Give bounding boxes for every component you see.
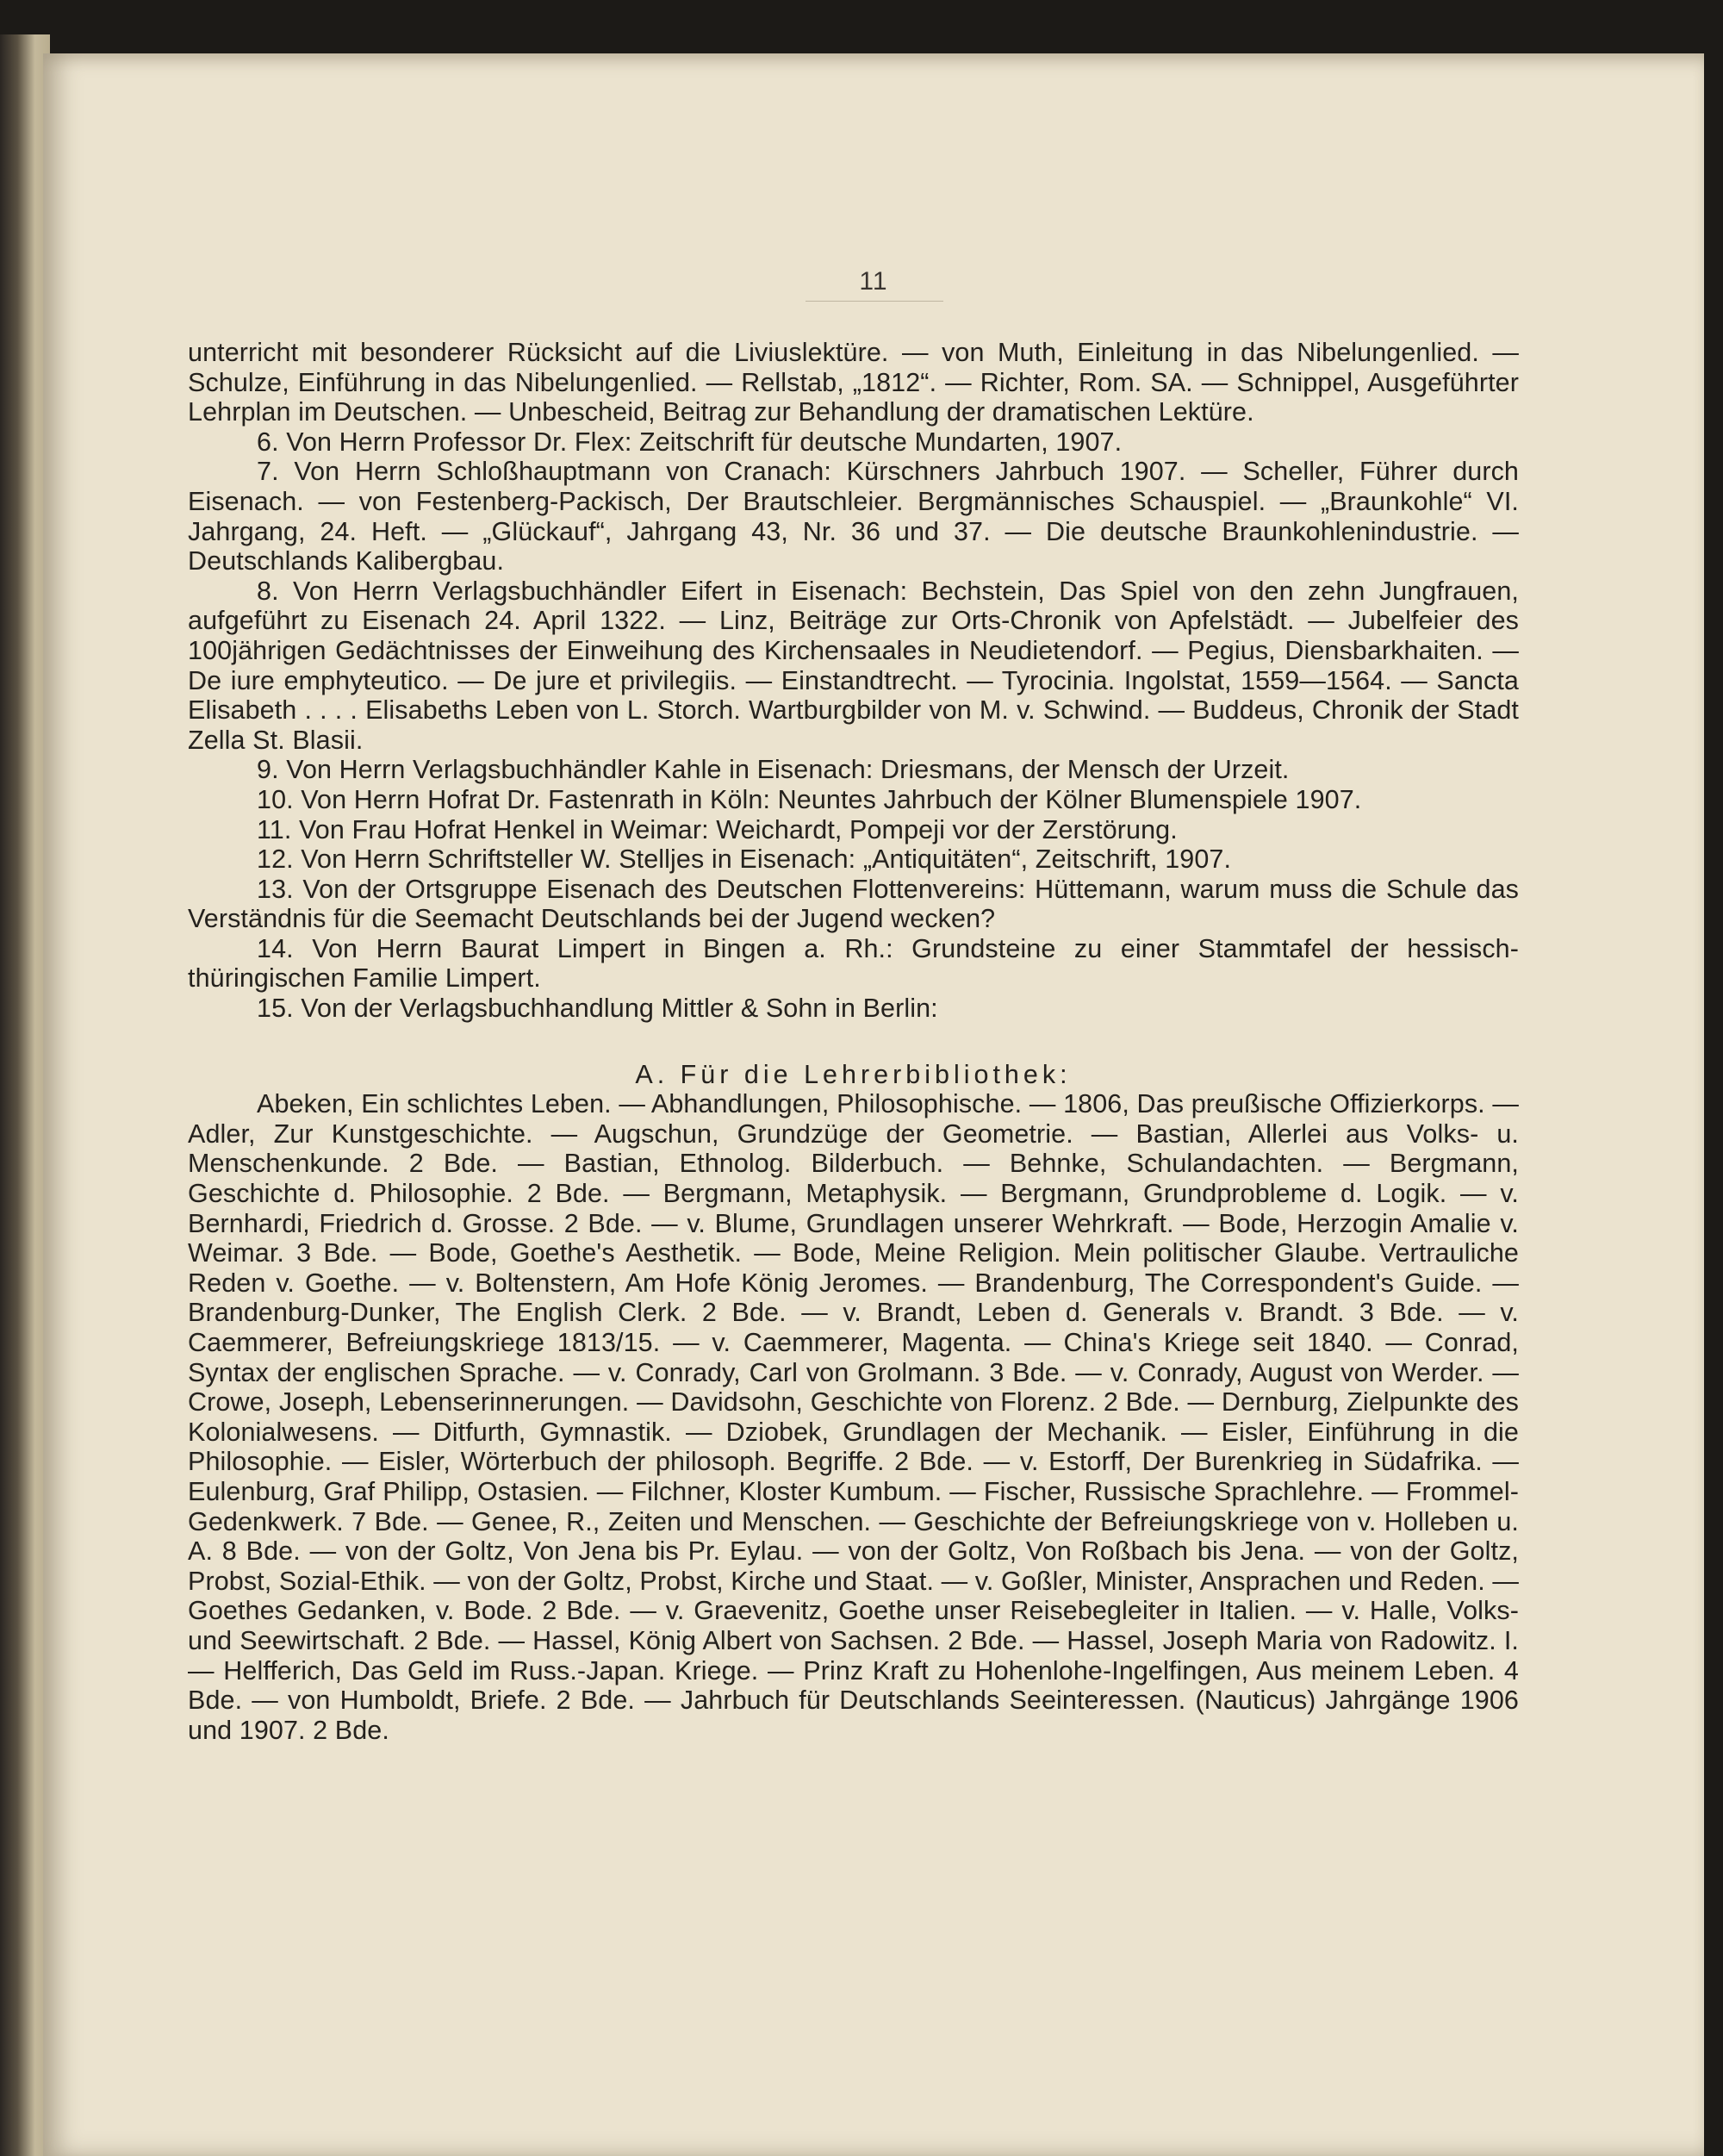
entry-8: 8. Von Herrn Verlagsbuchhändler Eifert in Eisenach: Bechstein, Das Spiel von den zehn Jungfrauen, aufgeführt zu Eisenach 24. April 1322. — Linz, Beiträge zur Orts-Chronik von Apfelstädt. — Jubelfeier des 100jährigen Gedächtnisses der Einweihung des Kirchensaales in Neudietendorf. — Pegius, Diensbarkhaiten. — De iure emphyteutico. — De jure et privilegiis. — Einstandtrecht. — Tyrocinia. Ingolstat, 1559—1564. — Sancta Elisabeth . . . . Elisabeths Leben von L. Storch. Wartburgbilder von M. v. Schwind. — Buddeus, Chronik der Stadt Zella St. Blasii. xyxy=(188,576,1519,755)
section-paragraph: Abeken, Ein schlichtes Leben. — Abhandlungen, Philosophische. — 1806, Das preußische Offizierkorps. — Adler, Zur Kunstgeschichte. — Augschun, Grundzüge der Geometrie. — Bastian, Allerlei aus Volks- u. Menschenkunde. 2 Bde. — Bastian, Ethnolog. Bilderbuch. — Behnke, Schulandachten. — Bergmann, Geschichte d. Philosophie. 2 Bde. — Bergmann, Metaphysik. — Bergmann, Grundprobleme d. Logik. — v. Bernhardi, Friedrich d. Grosse. 2 Bde. — v. Blume, Grundlagen unserer Wehrkraft. — Bode, Herzogin Amalie v. Weimar. 3 Bde. — Bode, Goethe's Aesthetik. — Bode, Meine Religion. Mein politischer Glaube. Vertrauliche Reden v. Goethe. — v. Boltenstern, Am Hofe König Jeromes. — Brandenburg, The Correspondent's Guide. — Brandenburg-Dunker, The English Clerk. 2 Bde. — v. Brandt, Leben d. Generals v. Brandt. 3 Bde. — v. Caemmerer, Befreiungskriege 1813/15. — v. Caemmerer, Magenta. — China's Kriege seit 1840. — Conrad, Syntax der englischen Sprache. — v. Conrady, Carl von Grolmann. 3 Bde. — v. Conrady, August von Werder. — Crowe, Joseph, Lebenserinnerungen. — Davidsohn, Geschichte von Florenz. 2 Bde. — Dernburg, Zielpunkte des Kolonialwesens. — Ditfurth, Gymnastik. — Dziobek, Grundlagen der Mechanik. — Eisler, Einführung in die Philosophie. — Eisler, Wörterbuch der philosoph. Begriffe. 2 Bde. — v. Estorff, Der Burenkrieg in Südafrika. — Eulenburg, Graf Philipp, Ostasien. — Filchner, Kloster Kumbum. — Fischer, Russische Sprachlehre. — Frommel-Gedenkwerk. 7 Bde. — Genee, R., Zeiten und Menschen. — Geschichte der Befreiungskriege von v. Holleben u. A. 8 Bde. — von der Goltz, Von Jena bis Pr. Eylau. — von der Goltz, Von Roßbach bis Jena. — von der Goltz, Probst, Sozial-Ethik. — von der Goltz, Probst, Kirche und Staat. — v. Goßler, Minister, Ansprachen und Reden. — Goethes Gedanken, v. Bode. 2 Bde. — v. Graevenitz, Goethe unser Reisebegleiter in Italien. — v. Halle, Volks- und Seewirtschaft. 2 Bde. — Hassel, König Albert von Sachsen. 2 Bde. — Hassel, Joseph Maria von Radowitz. I. — Helfferich, Das Geld im Russ.-Japan. Kriege. — Prinz Kraft zu Hohenlohe-Ingelfingen, Aus meinem Leben. 4 Bde. — von Humboldt, Briefe. 2 Bde. — Jahrbuch für Deutschlands Seeinteressen. (Nauticus) Jahrgänge 1906 und 1907. 2 Bde. xyxy=(188,1089,1519,1745)
entry-15: 15. Von der Verlagsbuchhandlung Mittler & Sohn in Berlin: xyxy=(257,994,938,1024)
entry-7: 7. Von Herrn Schloßhauptmann von Cranach: Kürschners Jahrbuch 1907. — Scheller, Führer durch Eisenach. — von Festenberg-Packisch, Der Brautschleier. Bergmännisches Schauspiel. — „Braunkohle“ VI. Jahrgang, 24. Heft. — „Glückauf“, Jahrgang 43, Nr. 36 und 37. — Die deutsche Braunkohlenindustrie. — Deutschlands Kalibergbau. xyxy=(188,457,1519,576)
intro-paragraph: unterricht mit besonderer Rücksicht auf die Liviuslektüre. — von Muth, Einleitung in das Nibelungenlied. — Schulze, Einführung in das Nibelungenlied. — Rellstab, „1812“. — Richter, Rom. SA. — Schnippel, Ausgeführter Lehrplan im Deutschen. — Unbescheid, Beitrag zur Behandlung der dramatischen Lektüre. xyxy=(188,338,1519,427)
section-heading: A. Für die Lehrerbibliothek: xyxy=(635,1059,1072,1089)
page-body xyxy=(188,338,1519,1745)
entry-11: 11. Von Frau Hofrat Henkel in Weimar: Weichardt, Pompeji vor der Zerstörung. xyxy=(257,814,1178,844)
entry-12: 12. Von Herrn Schriftsteller W. Stelljes in Eisenach: „Antiquitäten“, Zeitschrift, 1907. xyxy=(257,844,1232,875)
entry-6: 6. Von Herrn Professor Dr. Flex: Zeitschrift für deutsche Mundarten, 1907. xyxy=(257,427,1123,457)
page-number-rule xyxy=(806,301,943,302)
entry-10: 10. Von Herrn Hofrat Dr. Fastenrath in Köln: Neuntes Jahrbuch der Kölner Blumenspiele 1907. xyxy=(257,784,1362,814)
entry-13: 13. Von der Ortsgruppe Eisenach des Deutschen Flottenvereins: Hüttemann, warum muss die Schule das Verständnis für die Seemacht Deutschlands bei der Jugend wecken? xyxy=(188,874,1519,934)
book-page xyxy=(43,53,1704,2156)
entry-14: 14. Von Herrn Baurat Limpert in Bingen a. Rh.: Grundsteine zu einer Stammtafel der hessisch-thüringischen Familie Limpert. xyxy=(188,933,1519,994)
page-number: 11 xyxy=(859,267,888,296)
entry-9: 9. Von Herrn Verlagsbuchhändler Kahle in Eisenach: Driesmans, der Mensch der Urzeit. xyxy=(257,755,1290,785)
